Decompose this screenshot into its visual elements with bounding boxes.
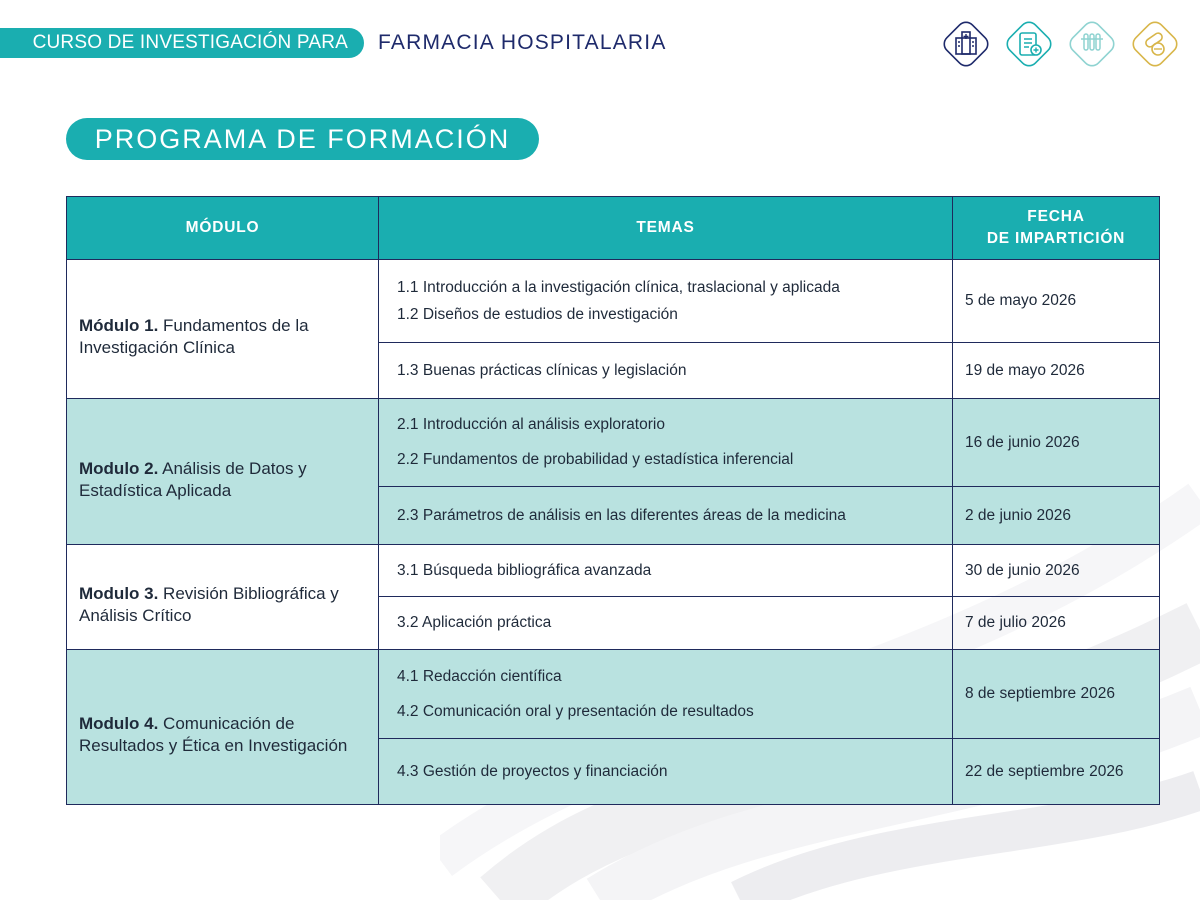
topic-item: 4.3 Gestión de proyectos y financiación — [397, 762, 668, 780]
header-fecha — [953, 197, 1160, 260]
topics-cell — [379, 260, 953, 343]
topic-item: 1.2 Diseños de estudios de investigación — [397, 305, 678, 323]
header-fecha-line1: FECHA — [1027, 208, 1085, 225]
program-table — [66, 196, 1160, 805]
date-cell: 8 de septiembre 2026 — [953, 650, 1160, 739]
module-cell — [67, 399, 379, 545]
module-number: Módulo 1. — [79, 316, 159, 335]
hospital-icon — [936, 14, 996, 74]
date-cell: 22 de septiembre 2026 — [953, 739, 1160, 805]
pills-icon — [1125, 14, 1185, 74]
module-cell — [67, 545, 379, 650]
course-title: FARMACIA HOSPITALARIA — [378, 31, 667, 54]
date-cell: 30 de junio 2026 — [953, 545, 1160, 597]
clipboard-icon — [999, 14, 1059, 74]
header-icons — [936, 14, 1184, 74]
topic-item: 1.1 Introducción a la investigación clínica, traslacional y aplicada — [397, 278, 840, 296]
header-temas: TEMAS — [379, 197, 953, 260]
topic-item: 1.3 Buenas prácticas clínicas y legislación — [397, 361, 687, 379]
table-row — [67, 650, 1160, 739]
module-cell — [67, 650, 379, 805]
topics-cell — [379, 343, 953, 399]
topics-cell — [379, 487, 953, 545]
section-title: PROGRAMA DE FORMACIÓN — [66, 118, 539, 160]
module-title: Comunicación de Resultados y Ética en Investigación — [79, 714, 348, 755]
topics-cell — [379, 545, 953, 597]
table-row — [67, 545, 1160, 597]
date-cell: 7 de julio 2026 — [953, 597, 1160, 650]
table-row — [67, 399, 1160, 487]
topic-item: 2.3 Parámetros de análisis en las diferentes áreas de la medicina — [397, 506, 846, 524]
topic-item: 3.2 Aplicación práctica — [397, 614, 552, 631]
test-tubes-icon — [1062, 14, 1122, 74]
date-cell: 2 de junio 2026 — [953, 487, 1160, 545]
module-number: Modulo 4. — [79, 714, 159, 733]
date-cell: 16 de junio 2026 — [953, 399, 1160, 487]
topics-cell — [379, 597, 953, 650]
table-row — [67, 260, 1160, 343]
topic-item: 4.1 Redacción científica — [397, 667, 562, 685]
module-title: Revisión Bibliográfica y Análisis Crítico — [79, 584, 339, 625]
table-header-row — [67, 197, 1160, 260]
header-modulo: MÓDULO — [67, 197, 379, 260]
topic-item: 2.2 Fundamentos de probabilidad y estadística inferencial — [397, 451, 794, 468]
date-cell: 19 de mayo 2026 — [953, 343, 1160, 399]
module-number: Modulo 3. — [79, 584, 159, 603]
topics-cell — [379, 399, 953, 487]
module-number: Modulo 2. — [79, 458, 159, 478]
topics-cell — [379, 650, 953, 739]
topic-item: 4.2 Comunicación oral y presentación de resultados — [397, 702, 754, 720]
date-cell: 5 de mayo 2026 — [953, 260, 1160, 343]
course-label: CURSO DE INVESTIGACIÓN PARA — [0, 28, 364, 58]
topic-item: 3.1 Búsqueda bibliográfica avanzada — [397, 561, 652, 579]
module-title: Análisis de Datos y Estadística Aplicada — [79, 458, 307, 500]
header-fecha-line2: DE IMPARTICIÓN — [986, 230, 1126, 247]
topic-item: 2.1 Introducción al análisis exploratorio — [397, 416, 665, 433]
topics-cell — [379, 739, 953, 805]
module-title: Fundamentos de la Investigación Clínica — [79, 316, 309, 357]
module-cell — [67, 260, 379, 399]
